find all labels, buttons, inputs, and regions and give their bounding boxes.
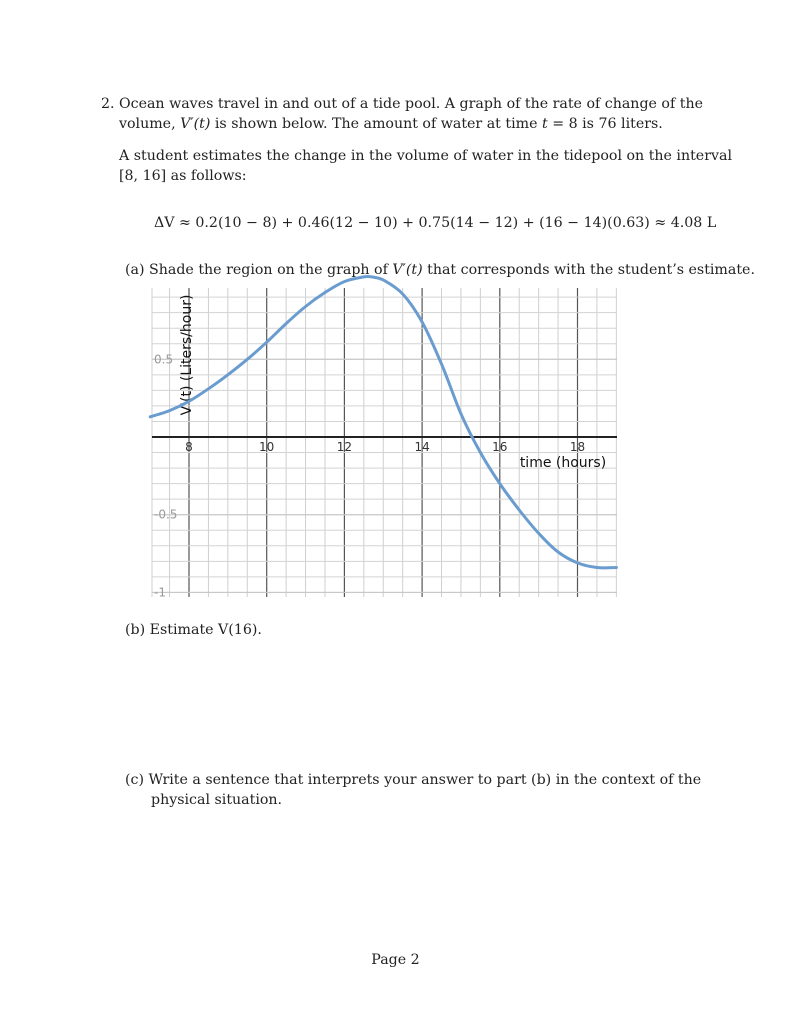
part-c-prompt: (c) Write a sentence that interprets your answer to part (b) in the context of the — [125, 772, 702, 788]
page-number: Page 2 — [371, 952, 420, 968]
part-b-prompt: (b) Estimate V(16). — [125, 622, 262, 638]
student-estimate-equation: ΔV ≈ 0.2(10 − 8) + 0.46(12 − 10) + 0.75(14 − 12) + (16 − 14)(0.63) ≈ 4.08 L — [154, 215, 717, 231]
graph-grid — [152, 288, 617, 600]
question-number: 2. — [101, 96, 115, 112]
problem-line-1: Ocean waves travel in and out of a tide pool. A graph of the rate of change of the — [119, 96, 703, 112]
y-tick-label: -1 — [154, 585, 166, 600]
x-tick-label: 16 — [492, 440, 508, 454]
y-tick-label: 0.5 — [154, 352, 174, 367]
part-a-prompt: (a) Shade the region on the graph of V′(t) that corresponds with the student’s estimate. — [125, 262, 755, 278]
x-tick-label: 18 — [569, 440, 586, 454]
y-tick-label: -0.5 — [154, 507, 178, 522]
part-c-prompt-continued: physical situation. — [151, 792, 283, 808]
problem-line-4: [8, 16] as follows: — [119, 168, 247, 184]
x-tick-label: 14 — [414, 440, 430, 454]
problem-line-3: A student estimates the change in the volume of water in the tidepool on the interval — [119, 148, 732, 164]
y-axis-title: V'(t) (Liters/hour) — [179, 294, 195, 416]
x-tick-label: 12 — [336, 440, 353, 454]
x-tick-label: 8 — [185, 440, 193, 454]
x-axis-title: time (hours) — [519, 455, 607, 471]
problem-line-2: volume, V′(t) is shown below. The amount of water at time t = 8 is 76 liters. — [119, 116, 663, 132]
x-tick-label: 10 — [259, 440, 275, 454]
